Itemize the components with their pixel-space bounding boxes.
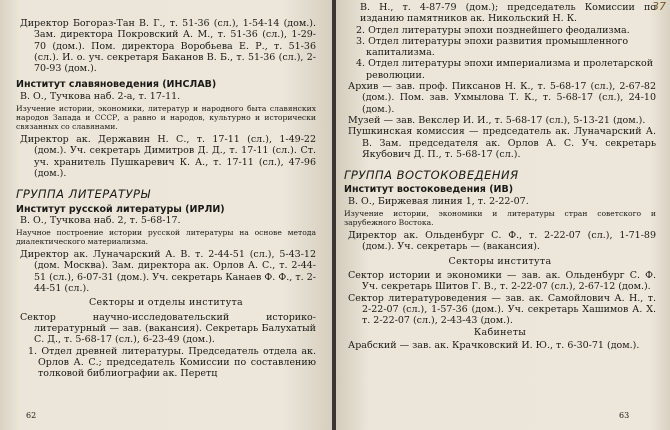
irli-staff: Директор ак. Луначарский А. В. т. 2-44-51 (сл.), 5-43-12 (дом. Москва). Зам. директора ак. Орлов А. С., т. 2-44-51 (сл.), 6-07-31 (дом.). Уч. секретарь Канаев Ф. Ф., т. 2-44-51 (сл.). — [20, 249, 316, 295]
left-page — [0, 0, 332, 430]
iv-heading: Институт востоковедения (ИВ) — [344, 184, 514, 196]
museum-entry: Музей — зав. Векслер И. И., т. 5-68-17 (сл.), 5-13-21 (дом.). — [348, 114, 646, 126]
research-sector-entry: Сектор научно-исследовательский историко-литературный — зав. (вакансия). Секретарь Балухатый С. Д., т. 5-68-17 (сл.), 6-23-49 (дом.). — [20, 311, 316, 346]
iv-address: В. О., Биржевая линия 1, т. 2-22-07. — [348, 195, 529, 207]
left-page-text — [16, 18, 316, 379]
directorate-entry: Директор Богораз-Тан В. Г., т. 51-36 (сл.), 1-54-14 (дом.). Зам. директора Покровский А. М., т. 51-36 (сл.), 1-29-70 (дом.). Пом. директора Воробьева Е. Р., т. 51-36 (сл.). И. о. уч. секретаря Баканов В. Б., т. 51-36 (сл.), 2-70-93 (дом.). — [20, 18, 316, 75]
irli-sectors-heading: Секторы и отделы института — [88, 297, 243, 309]
ancient-literature-dept: 1. Отдел древней литературы. Председатель отдела ак. Орлов А. С.; председатель Комиссии по составлению толковой библиографии ак. Перетц — [28, 345, 316, 380]
handwritten-page-mark: 37 — [652, 0, 666, 13]
iv-sectors-heading: Секторы института — [448, 255, 552, 267]
archive-entry: Архив — зав. проф. Пиксанов Н. К., т. 5-68-17 (сл.), 2-67-82 (дом.). Пом. зав. Ухмылова Т. К., т. 5-68-17 (сл.), 24-10 (дом.). — [348, 81, 656, 115]
history-economics-sector: Сектор истории и экономики — зав. ак. Ольденбург С. Ф. Уч. секретарь Шитов Г. В., т. 2-22-07 (сл.), 2-67-12 (дом.). — [348, 269, 656, 293]
irli-heading: Институт русской литературы (ИРЛИ) — [16, 203, 225, 215]
irli-address: В. О., Тучкова наб. 2, т. 5-68-17. — [20, 214, 181, 226]
page-number-left: 62 — [26, 410, 37, 420]
cabinets-heading: Кабинеты — [473, 327, 527, 339]
inslav-staff: Директор ак. Державин Н. С., т. 17-11 (сл.), 1-49-22 (дом.). Уч. секретарь Димитров Д. Д., т. 17-11 (сл.). Ст. уч. хранитель Пушкаревич К. А., т. 17-11 (сл.), 47-96 (дом.). — [20, 134, 316, 179]
group-oriental-heading: ГРУППА ВОСТОКОВЕДЕНИЯ — [344, 168, 519, 183]
iv-staff: Директор ак. Ольденбург С. Ф., т. 2-22-07 (сл.), 1-71-89 (дом.). Уч. секретарь — (вакансия). — [348, 230, 656, 253]
continued-entry: В. Н., т. 4-87-79 (дом.); председатель Комиссии по изданию памятников ак. Никольский Н. К. — [360, 2, 656, 25]
inslav-address: В. О., Тучкова наб. 2-а, т. 17-11. — [20, 90, 181, 102]
inslav-description: Изучение истории, экономики, литератур и народного быта славянских народов Запада и СССР, а равно и народов, культурно и исторически связанных со славянами. — [16, 104, 316, 132]
dept-item-4: 4. Отдел литературы эпохи империализма и пролетарской революции. — [356, 58, 654, 81]
inslav-heading: Институт славяноведения (ИНСЛАВ) — [16, 79, 217, 91]
group-literature-heading: ГРУППА ЛИТЕРАТУРЫ — [16, 187, 151, 202]
arabic-cabinet-entry: Арабский — зав. ак. Крачковский И. Ю., т. 6-30-71 (дом.). — [348, 339, 640, 351]
dept-item-3: 3. Отдел литературы эпохи развития промышленного капитализма. — [356, 35, 629, 59]
literature-studies-sector: Сектор литературоведения — зав. ак. Самойлович А. Н., т. 2-22-07 (сл.), 1-57-36 (дом.). Уч. секретарь Хашимов А. Х. т. 2-22-07 (сл.), 2-43-43 (дом.). — [348, 292, 656, 327]
right-page — [336, 0, 670, 430]
page-number-right: 63 — [619, 410, 630, 420]
irli-description: Научное построение истории русской литературы на основе метода диалектического материализма. — [16, 228, 316, 247]
iv-description: Изучение истории, экономики и литературы стран советского и зарубежного Востока. — [344, 209, 656, 228]
pushkin-commission-entry: Пушкинская комиссия — председатель ак. Луначарский А. В. Зам. председателя ак. Орлов А. С. Уч. секретарь Якубович Д. П., т. 5-68-17 (сл.). — [348, 126, 656, 160]
right-page-text — [344, 2, 656, 351]
dept-item-2: 2. Отдел литературы эпохи позднейшего феодализма. — [356, 24, 630, 36]
